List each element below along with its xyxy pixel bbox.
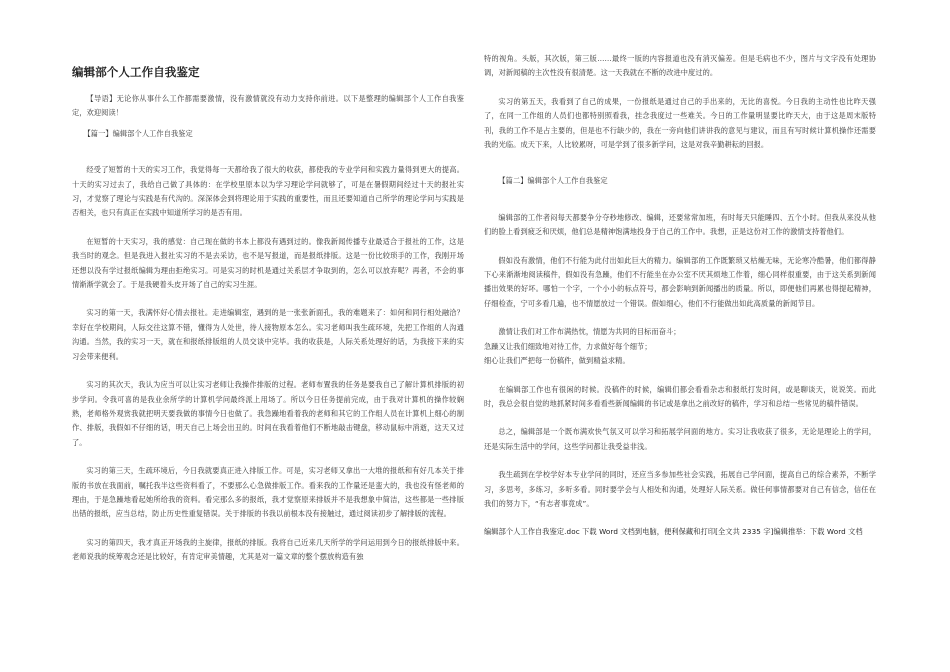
body-paragraph: 实习的第三天，生疏环境后，今日我就要真正进入排版工作。可是，实习老师又拿出一大堆的报纸和有好几本关于排版的书放在我面前，嘱托我半这些资料看了，不要那么心急做排版工作。看来我的工作量还是蛮大的，我也没有怪老师的理由，于是急躁地看起她所给我的资料。看完那么多的报纸，我才觉察原来排版并不是我想象中简洁，这些都是一些排版出错的报纸，应当总结，防止历史性重复错误。关于排版的书我以前根本没有接触过，通过阅读初步了解排版的流程。 bbox=[72, 466, 464, 519]
body-paragraph: 总之，编辑部是一个既布满欢快气氛又可以学习和拓展学问面的地方。实习让我收获了很多，无论是理论上的学问，还是实际生活中的学问，这些学问都让我受益非浅。 bbox=[484, 427, 876, 451]
body-paragraph: 激情让我们对工作布满热忱，情愿为共同的目标而奋斗； bbox=[498, 327, 681, 337]
body-paragraph: 急躁又让我们细致地对待工作，力求做好每个细节； bbox=[484, 341, 652, 351]
document-title: 编辑部个人工作自我鉴定 bbox=[72, 65, 200, 79]
download-footer[interactable]: 编辑部个人工作自我鉴定.doc 下载 Word 文档到电脑，便利保藏和打印[全文共 2335 字]编辑推举：下载 Word 文档 bbox=[484, 527, 863, 537]
left-column bbox=[72, 50, 464, 565]
body-paragraph: 实习的第四天，我才真正开场我的主旋律，报纸的排版。我将自己近来几天所学的学问运用到今日的报纸排版中来。老师说我的统筹观念还是比较好，有肯定审美情趣，尤其是对一篇文章的整个摆放构造有独 bbox=[72, 537, 464, 562]
body-paragraph: 细心让我们严把每一份稿件，做到精益求精。 bbox=[484, 356, 630, 366]
body-paragraph: 实习的第一天，我满怀好心情去报社。走进编辑室，遇到的是一张张新面孔，我的难题来了：如何和同行相处融洽？幸好在学校期间，人际交往这算不错，懂得为人处世，待人接物原本怎么。实习老师叫我生疏环境，先把工作组的人沟通沟通。当然，我的实习一天，就在和报纸排版组的人员交谈中完毕。我的收获是，人际关系处理好的话，为我接下来的实习会带来便利。 bbox=[72, 308, 464, 361]
intro-paragraph: 【导语】无论你从事什么工作都需要激情，没有激情就没有动力支持你前进。以下是整理的编辑部个人工作自我鉴定，欢迎阅读！ bbox=[72, 94, 464, 118]
body-paragraph: 实习的其次天，我认为应当可以让实习老师让我操作排版的过程。老师布置我的任务是要我自己了解计算机排版的初步学问。令我可喜的是我业余所学的计算机学问最终派上用场了。所以今日任务提前完成，由于我对计算机的操作较娴熟，老师格外观赏我就把明天要我做的事情今日也做了。我急躁地看着我的老师和其它的工作组人员在计算机上细心的制作、排版，我假如不仔细的话，明天自己上场会出丑的。时间在我看着他们不断地敲击键盘，移动鼠标中消逝，这天又过了。 bbox=[72, 380, 464, 447]
body-paragraph: 实习的第五天，我看到了自己的成果，一份报纸是通过自己的手出来的，无比的喜悦。今日我的主动性也比昨天强了，在同一工作组的人员们也都特别照看我，挂念我度过一些难关。今日的工作量明显要比昨天大，由于这是周末版特刊，我的工作不是占主要的，但是也不行缺少的，我在一旁向他们讲讲我的意见与建议，而且有写时候计算机操作还需要我的光临。成天下来，人比较累呀，可是学到了很多新学问，这是对我辛勤耕耘的回报。 bbox=[484, 96, 876, 150]
right-column bbox=[484, 52, 876, 540]
section1-body bbox=[72, 163, 464, 564]
section2-body bbox=[484, 211, 876, 512]
body-paragraph: 我生疏到在学校学好本专业学问的同时，还应当多参加些社会实践，拓展自己学问面，提高自己的综合素养，不断学习，多思考，多练习，多听多看。同时要学会与人相处和沟通，处理好人际关系。做任何事情都要对自己有信念，信任在我们的努力下，“有志者事竟成”。 bbox=[484, 470, 876, 508]
right-body-1 bbox=[484, 95, 876, 153]
body-paragraph: 假如没有激情，他们不行能为此付出如此巨大的精力。编辑部的工作既繁琐又枯燥无味，无论寒冷酷暑，他们都得静下心来渐渐地阅读稿件，假如没有急躁，他们不行能坐在办公室不厌其烦地工作着，细心同样很重要，由于这关系到新闻播出效果的好坏。哪怕一个字，一个小小的标点符号，都会影响到新闻播出的质量。所以，即便他们再累也得提起精神，仔细检查，宁可多看几遍，也不情愿放过一个错误。假如细心，他们不行能做出如此高质量的新闻节目。 bbox=[484, 255, 876, 308]
body-paragraph: 经受了短暂的十天的实习工作，我觉得每一天都给我了很大的收获，都使我的专业学问和实践力量得到更大的提高。十天的实习过去了，我给自己做了具体的：在学校里原本以为学习理论学问就够了，可是在暑假期间经过十天的报社实习，才觉察了理论与实践是有代沟的。深深体会到将理论用于实践的重要性，而且还要知道自己所学的理论学问与实践是否相关，也只有真正在实践中知道所学习的是否有用。 bbox=[72, 165, 464, 218]
body-paragraph: 在编辑部工作也有很闲的时候。没稿件的时候，编辑们都会看看杂志和报纸打发时间，或是聊谈天，说说笑。而此时，我总会很自觉的地抓紧时间多看看些新闻编辑的书记或是拿出之前改好的稿件，学习和总结一些常见的稿件错误。 bbox=[484, 384, 876, 408]
body-paragraph: 编辑部的工作者闷每天都要争分夺秒地修改、编辑，还要常常加班，有时每天只能睡四、五个小时。但我从来没从他们的脸上看到疲乏和厌烦，他们总是精神饱满地投身于自己的工作中。我想，正是这份对工作的激情支持着他们。 bbox=[484, 212, 876, 237]
continued-paragraph: 特的视角。头版，其次版，第三版……最终一版的内容报道也没有消灭偏差。但是毛病也不少，图片与文字没有处理协调，对新闻稿的主次性没有很清楚。这一天我就在不断的改进中度过的。 bbox=[484, 54, 876, 78]
body-paragraph: 在短暂的十天实习，我的感觉：自己现在做的书本上都没有遇到过的。像我新闻传播专业最适合于报社的工作，这是我当时的观念。但是我进入报社实习的不是去采访，也不是写报道，而是报纸排版。这是一份比较琐手的工作，我刚开场还想以没有学过报纸编辑为理由拒绝实习。可是实习的时机是通过关系层才争取到的，怎么可以放弃呢？再者，不会的事情渐渐学就会了。于是我硬着头皮开场了自己的实习生涯。 bbox=[72, 236, 464, 290]
section2-heading: 【篇二】编辑部个人工作自我鉴定 bbox=[498, 176, 608, 186]
section1-heading: 【篇一】编辑部个人工作自我鉴定 bbox=[83, 128, 193, 138]
